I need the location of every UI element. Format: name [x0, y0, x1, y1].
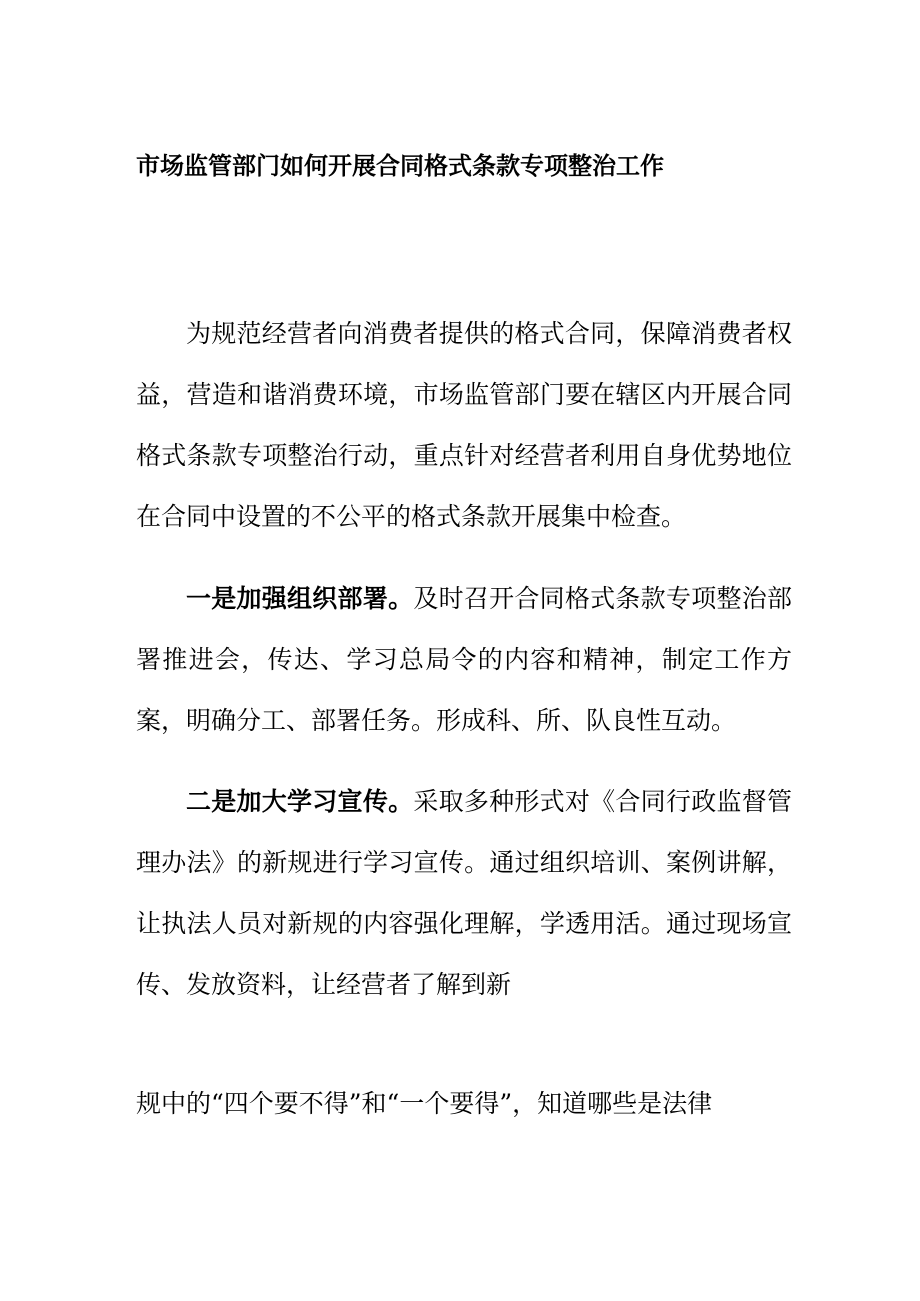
paragraph-text: 及时召开合同格式条款专项整治部署推进会，传达、学习总局令的内容和精神，制定工作方案，明确分工、部署任务。形成科、所、队良性互动。: [136, 584, 792, 735]
paragraph-text: 采取多种形式对《合同行政监督管理办法》的新规进行学习宣传。通过组织培训、案例讲解，让执法人员对新规的内容强化理解，学透用活。通过现场宣传、发放资料，让经营者了解到新: [136, 787, 792, 999]
document-title: 市场监管部门如何开展合同格式条款专项整治工作: [136, 152, 664, 180]
paragraph-organize: [136, 568, 792, 751]
paragraph-lead: 一是加强组织部署。: [186, 584, 414, 613]
paragraph-text: 规中的“四个要不得”和“一个要得”，知道哪些是法律: [136, 1089, 713, 1118]
paragraph-text: 为规范经营者向消费者提供的格式合同，保障消费者权益，营造和谐消费环境，市场监管部门要在辖区内开展合同格式条款专项整治行动，重点针对经营者利用自身优势地位在合同中设置的不公平的格式条款开展集中检查。: [136, 319, 792, 531]
paragraph-publicity: [136, 771, 792, 1015]
paragraph-lead: 二是加大学习宣传。: [186, 787, 414, 816]
paragraph-intro: [136, 303, 792, 547]
paragraph-continued: [136, 1073, 792, 1134]
